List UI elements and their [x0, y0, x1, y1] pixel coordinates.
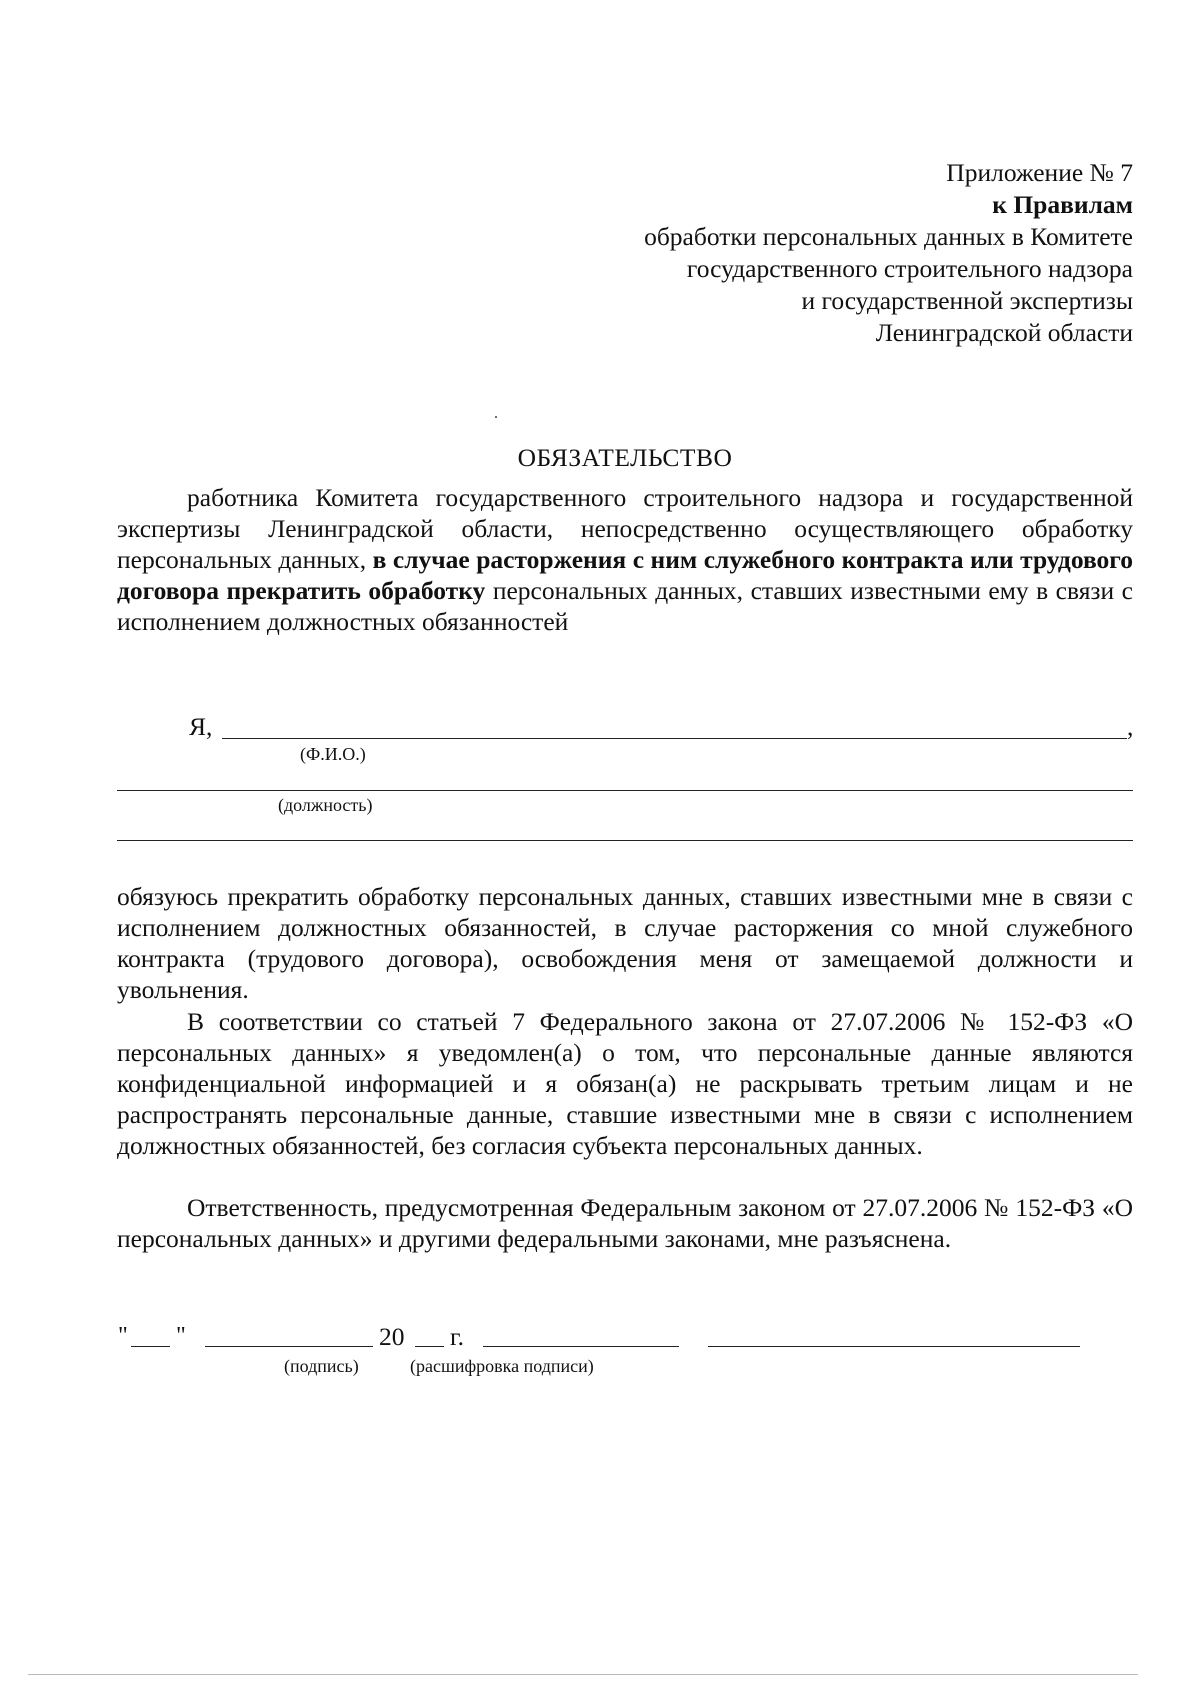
signature-decode-field-line[interactable]	[708, 1346, 1080, 1347]
month-field-line[interactable]	[205, 1346, 373, 1347]
scan-speck	[495, 416, 497, 418]
i-label: Я,	[189, 712, 213, 741]
day-field-line[interactable]	[131, 1346, 170, 1347]
header-line-4: государственного строительного надзора	[686, 254, 1133, 283]
position-caption: (должность)	[278, 795, 373, 815]
fio-caption: (Ф.И.О.)	[300, 744, 366, 764]
year-field-line[interactable]	[415, 1346, 444, 1347]
position-field-line-1[interactable]	[117, 790, 1133, 791]
signature-decode-caption: (расшифровка подписи)	[410, 1356, 594, 1376]
page-bottom-edge	[28, 1674, 1138, 1675]
signature-field-line[interactable]	[483, 1346, 679, 1347]
obligation-paragraph: обязуюсь прекратить обработку персональных данных, ставших известными мне в связи с исполнением должностных обязанностей, в случае расторжения со мной служебного контракта (трудового договора), освобождения меня от замещаемой должности и увольнения.	[117, 882, 1133, 1004]
law-notice-paragraph: В соответствии со статьей 7 Федерального закона от 27.07.2006 № 152-ФЗ «О персональных данных» я уведомлен(а) о том, что персональные данные являются конфиденциальной информацией и я обязан(а) не раскрывать третьим лицам и не распространять персональные данные, ставшие известными мне в связи с исполнением должностных обязанностей, без согласия субъекта персональных данных.	[117, 1007, 1133, 1160]
date-quote-close: "	[176, 1323, 186, 1349]
header-line-5: и государственной экспертизы	[801, 286, 1133, 315]
position-field-line-2[interactable]	[117, 840, 1133, 841]
year-suffix: г.	[450, 1322, 464, 1351]
rules-reference: к Правилам	[992, 190, 1133, 219]
appendix-header	[540, 157, 1133, 349]
signature-caption: (подпись)	[284, 1356, 359, 1376]
subtitle-text: работника Комитета государственного строительного надзора и государственной экспертизы Ленинградской области, непосредственно осуществляющего обработку персональных данных,	[117, 483, 1133, 574]
header-line-3: обработки персональных данных в Комитете	[644, 222, 1133, 251]
responsibility-paragraph: Ответственность, предусмотренная Федеральным законом от 27.07.2006 № 152-ФЗ «О персональных данных» и другими федеральными законами, мне разъяснена.	[117, 1193, 1133, 1253]
date-quote-open: "	[118, 1323, 128, 1349]
appendix-number: Приложение № 7	[946, 158, 1133, 187]
header-line-6: Ленинградской области	[875, 318, 1133, 347]
fio-comma: ,	[1127, 712, 1134, 741]
fio-field-line[interactable]	[222, 738, 1127, 739]
document-title: ОБЯЗАТЕЛЬСТВО	[517, 443, 733, 472]
subtitle-bold-text: в случае расторжения с ним служебного контракта или трудового договора прекратить обработку	[117, 545, 1133, 605]
year-prefix: 20	[379, 1322, 405, 1351]
subtitle-tail-text: персональных данных, ставших известными ему в связи с исполнением должностных обязанностей	[117, 576, 1133, 636]
subtitle-paragraph	[117, 482, 1133, 637]
